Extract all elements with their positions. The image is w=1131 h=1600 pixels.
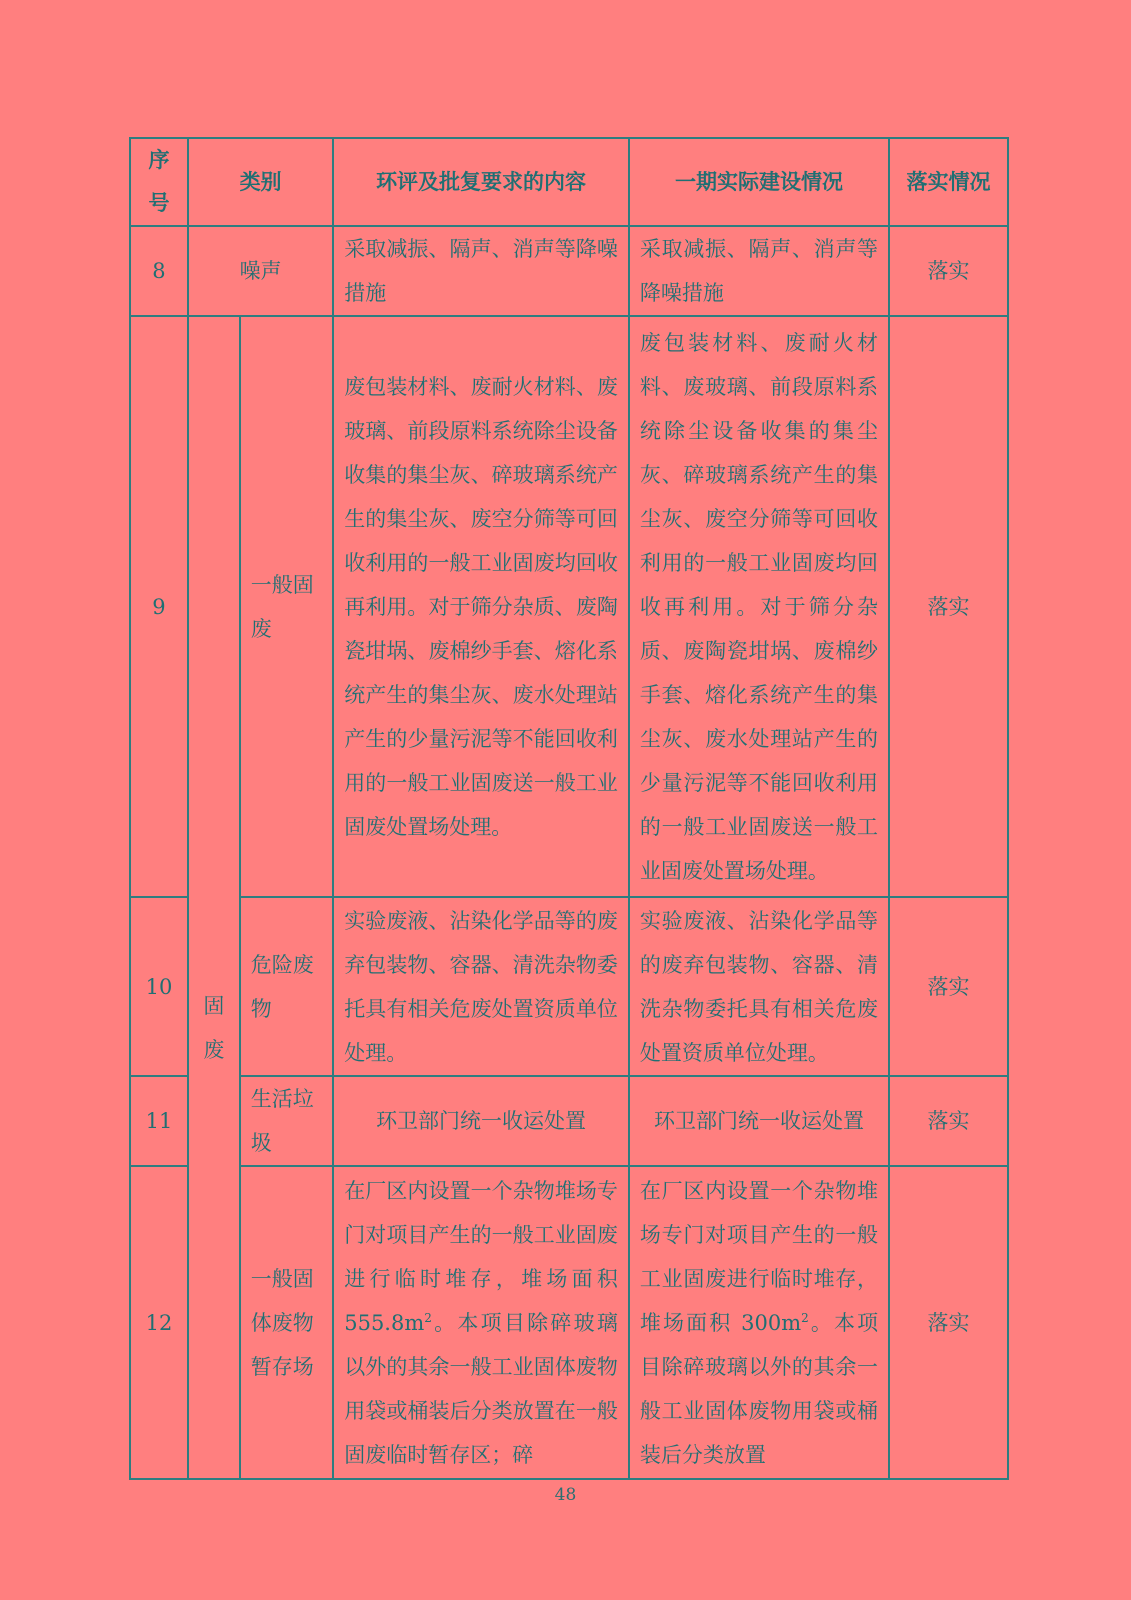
row-category: 危险废物 xyxy=(240,897,333,1076)
table-row xyxy=(130,897,1008,1076)
table-row xyxy=(130,1166,1008,1479)
header-requirement: 环评及批复要求的内容 xyxy=(333,138,629,226)
row-status: 落实 xyxy=(889,1076,1008,1166)
header-status: 落实情况 xyxy=(889,138,1008,226)
header-category: 类别 xyxy=(188,138,333,226)
row-actual: 实验废液、沾染化学品等的废弃包装物、容器、清洗杂物委托具有相关危废处置资质单位处理。 xyxy=(629,897,889,1076)
row-category: 噪声 xyxy=(188,226,333,316)
row-actual: 在厂区内设置一个杂物堆场专门对项目产生的一般工业固废进行临时堆存，堆场面积 $300m^2$。本项目除碎玻璃以外的其余一般工业固体废物用袋或桶装后分类放置 xyxy=(629,1166,889,1479)
row-requirement: 环卫部门统一收运处置 xyxy=(333,1076,629,1166)
row-status: 落实 xyxy=(889,226,1008,316)
row-actual: 环卫部门统一收运处置 xyxy=(629,1076,889,1166)
table-row xyxy=(130,316,1008,897)
row-category: 生活垃圾 xyxy=(240,1076,333,1166)
row-category: 一般固废 xyxy=(240,316,333,897)
row-no: 11 xyxy=(130,1076,188,1166)
row-no: 8 xyxy=(130,226,188,316)
row-no: 10 xyxy=(130,897,188,1076)
row-no: 9 xyxy=(130,316,188,897)
group-solid-waste: 固废 xyxy=(188,316,240,1479)
table-row xyxy=(130,226,1008,316)
table-header-row xyxy=(130,138,1008,226)
row-status: 落实 xyxy=(889,1166,1008,1479)
requirements-table xyxy=(129,137,1009,1480)
row-actual: 采取减振、隔声、消声等降噪措施 xyxy=(629,226,889,316)
header-actual: 一期实际建设情况 xyxy=(629,138,889,226)
table-row xyxy=(130,1076,1008,1166)
header-no: 序号 xyxy=(130,138,188,226)
row-actual: 废包装材料、废耐火材料、废玻璃、前段原料系统除尘设备收集的集尘灰、碎玻璃系统产生的集尘灰、废空分筛等可回收利用的一般工业固废均回收再利用。对于筛分杂质、废陶瓷坩埚、废棉纱手套、熔化系统产生的集尘灰、废水处理站产生的少量污泥等不能回收利用的一般工业固废送一般工业固废处置场处理。 xyxy=(629,316,889,897)
row-requirement: 采取减振、隔声、消声等降噪措施 xyxy=(333,226,629,316)
row-requirement: 实验废液、沾染化学品等的废弃包装物、容器、清洗杂物委托具有相关危废处置资质单位处理。 xyxy=(333,897,629,1076)
row-category: 一般固体废物暂存场 xyxy=(240,1166,333,1479)
row-no: 12 xyxy=(130,1166,188,1479)
row-status: 落实 xyxy=(889,316,1008,897)
page-number: 48 xyxy=(554,1485,577,1505)
row-requirement: 废包装材料、废耐火材料、废玻璃、前段原料系统除尘设备收集的集尘灰、碎玻璃系统产生的集尘灰、废空分筛等可回收利用的一般工业固废均回收再利用。对于筛分杂质、废陶瓷坩埚、废棉纱手套、熔化系统产生的集尘灰、废水处理站产生的少量污泥等不能回收利用的一般工业固废送一般工业固废处置场处理。 xyxy=(333,316,629,897)
row-requirement: 在厂区内设置一个杂物堆场专门对项目产生的一般工业固废进行临时堆存，堆场面积 $555.8m^2$。本项目除碎玻璃以外的其余一般工业固体废物用袋或桶装后分类放置在一般固废临时暂存区；碎 xyxy=(333,1166,629,1479)
row-status: 落实 xyxy=(889,897,1008,1076)
